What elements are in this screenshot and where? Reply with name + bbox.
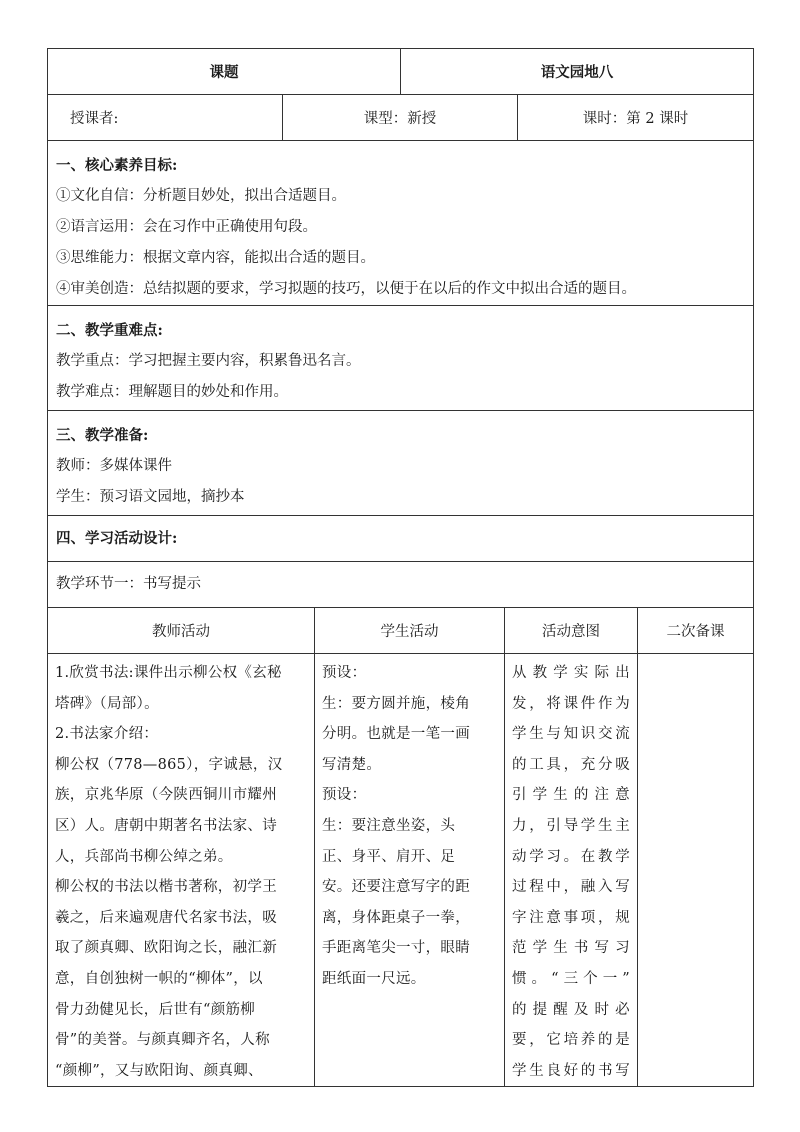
intent-cell — [505, 654, 638, 1087]
text-line: 范学生书写习 — [512, 940, 630, 957]
step-row — [48, 562, 754, 608]
text-line: 分明。也就是一笔一画 — [322, 726, 470, 743]
design-title: 四、学习活动设计: — [56, 530, 178, 547]
text-line: 离，身体距桌子一拳， — [322, 909, 470, 926]
text-line: 安。还要注意写字的距 — [322, 879, 470, 896]
text-line: 取了颜真卿、欧阳询之长，融汇新 — [55, 940, 277, 957]
sections-table — [47, 140, 754, 608]
preparation-section — [48, 411, 754, 516]
text-line: 生：要方圆并施，棱角 — [322, 695, 470, 712]
text-line: 塔碑》（局部）。 — [55, 695, 159, 712]
info-table — [47, 94, 754, 141]
text-line: 字注意事项，规 — [512, 909, 630, 926]
design-section — [48, 516, 754, 562]
key-points-title: 二、教学重难点: — [56, 322, 163, 339]
key-point-item: 教学重点：学习把握主要内容，积累鲁迅名言。 — [56, 353, 361, 369]
activity-table — [47, 607, 754, 1087]
teacher-label: 授课者: — [48, 95, 283, 141]
preparation-title: 三、教学准备: — [56, 427, 149, 444]
goals-item: ②语言运用：会在习作中正确使用句段。 — [56, 219, 317, 235]
text-line: 骨力劲健见长，后世有“颜筋柳 — [55, 1001, 256, 1018]
student-activity-text — [315, 654, 504, 995]
text-line: 动学习。在教学 — [512, 848, 630, 865]
text-line: 羲之，后来遍观唐代名家书法，吸 — [55, 909, 277, 926]
text-line: 柳公权的书法以楷书著称，初学王 — [55, 879, 277, 896]
text-line: 1.欣赏书法:课件出示柳公权《玄秘 — [55, 665, 282, 681]
teacher-activity-text — [48, 654, 314, 1086]
goals-item: ①文化自信：分析题目妙处，拟出合适题目。 — [56, 188, 346, 204]
student-activity-cell — [315, 654, 505, 1087]
text-line: 引学生的注意 — [512, 787, 630, 804]
column-header-student: 学生活动 — [315, 608, 505, 654]
text-line: 写清楚。 — [322, 756, 382, 773]
text-line: 过程中，融入写 — [512, 879, 630, 896]
text-line: 的工具，充分吸 — [512, 756, 630, 773]
title-table — [47, 48, 754, 95]
intent-text — [505, 654, 637, 1086]
text-line: 人，兵部尚书柳公绰之弟。 — [55, 848, 233, 865]
key-points-section — [48, 306, 754, 411]
text-line: 手距离笔尖一寸，眼睛 — [322, 940, 470, 957]
text-line: 学生良好的书写 — [512, 1062, 630, 1079]
preparation-item: 学生：预习语文园地，摘抄本 — [56, 489, 245, 505]
text-line: 距纸面一尺远。 — [322, 970, 426, 987]
column-header-teacher: 教师活动 — [48, 608, 315, 654]
text-line: 预设： — [322, 787, 367, 804]
text-line: 从教学实际出 — [512, 665, 630, 681]
topic-label: 课题 — [48, 49, 401, 95]
lesson-plan-sheet — [47, 48, 753, 1087]
key-point-item: 教学难点：理解题目的妙处和作用。 — [56, 384, 288, 400]
text-line: 的提醒及时必 — [512, 1001, 630, 1018]
text-line: “颜柳”，又与欧阳询、颜真卿、 — [55, 1062, 263, 1079]
goals-title: 一、核心素养目标: — [56, 157, 178, 174]
text-line: 骨”的美誉。与颜真卿齐名，人称 — [55, 1032, 270, 1049]
preparation-item: 教师：多媒体课件 — [56, 458, 172, 474]
step-title: 教学环节一：书写提示 — [56, 576, 201, 592]
text-line: 意，自创独树一帜的“柳体”，以 — [55, 970, 263, 987]
column-header-notes: 二次备课 — [638, 608, 754, 654]
text-line: 力，引导学生主 — [512, 817, 630, 834]
text-line: 惯。“三个一” — [512, 970, 630, 987]
text-line: 要，它培养的是 — [512, 1032, 630, 1049]
notes-cell — [638, 654, 754, 1087]
column-header-intent: 活动意图 — [505, 608, 638, 654]
teacher-activity-cell — [48, 654, 315, 1087]
goals-item: ③思维能力：根据文章内容，能拟出合适的题目。 — [56, 250, 375, 266]
text-line: 区）人。唐朝中期著名书法家、诗 — [55, 817, 277, 834]
lesson-period: 课时：第 2 课时 — [518, 95, 754, 141]
text-line: 2.书法家介绍： — [55, 726, 159, 743]
text-line: 族，京兆华原（今陕西铜川市耀州 — [55, 787, 277, 804]
lesson-type: 课型：新授 — [283, 95, 518, 141]
text-line: 发，将课件作为 — [512, 695, 630, 712]
goals-item: ④审美创造：总结拟题的要求，学习拟题的技巧，以便于在以后的作文中拟出合适的题目。 — [56, 281, 636, 297]
text-line: 学生与知识交流 — [512, 726, 630, 743]
text-line: 正、身平、肩开、足 — [322, 848, 456, 865]
text-line: 预设： — [322, 665, 367, 681]
topic-value: 语文园地八 — [401, 49, 754, 95]
text-line: 柳公权（778—865），字诚悬，汉 — [55, 756, 283, 773]
text-line: 生：要注意坐姿，头 — [322, 817, 456, 834]
goals-section — [48, 141, 754, 306]
